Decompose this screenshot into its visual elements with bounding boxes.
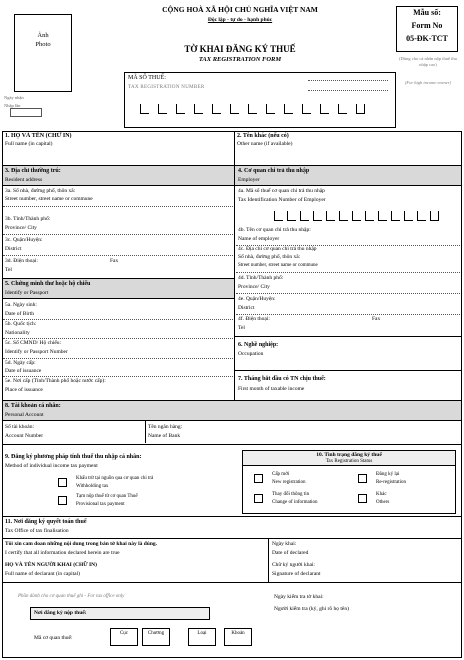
s3c-label: 3c. Quận/Huyện: [5,237,43,243]
s9-opt2-label: Tạm nộp thuế từ cơ quan Thuế [76,494,138,499]
s4c-label-2: Số nhà, đường phố, thôn xã: [238,254,301,260]
s8-label-en: Personal Account [5,412,44,418]
s2-label-en: Other name (if available) [237,141,293,147]
s2-label: 2. Tên khác (nếu có) [237,133,289,139]
s10-reregister-label: Đăng ký lại [376,472,400,477]
s10-new-label-en: New registration [272,480,306,485]
left-small-2: Nhập lần [4,103,21,108]
s4-fax-label: Fax [372,316,381,322]
s5e-label-en: Place of issuance [5,387,43,393]
tax-office-code-label: Mã cơ quan thuế: [34,635,73,641]
form-number-label: Mẫu số: [413,8,441,17]
tax-code-cells[interactable] [140,104,376,116]
s10-new-label: Cấp mới [272,472,290,477]
declaration-date-label-en: Date of declared [272,550,309,556]
form-side-note: (Dùng cho cá nhân nộp thuế thu nhập cao) [399,56,457,67]
s9-withholding-checkbox[interactable] [58,478,67,487]
s3a-label: 3a. Số nhà, đường phố, thôn xã: [5,188,76,194]
s8-account-label-en: Account Number [5,433,44,439]
s8-label: 8. Tài khoản cá nhân: [5,403,61,409]
s9-label-en: Method of individual income tax payment [5,463,98,469]
intake-box [10,108,42,117]
s5-label-en: Identify or Passport [5,290,49,296]
s1-label: 1. HỌ VÀ TÊN (CHỮ IN) [5,133,72,139]
s4-label: 4. Cơ quan chi trả thu nhập [238,168,310,174]
s9-opt2-label-en: Provisional tax payment [76,502,125,507]
s4f-label: 4f. Điện thoại: [238,316,270,322]
s10-change-label-en: Change of information [272,500,318,505]
s5b-label: 5b. Quốc tịch: [5,321,37,327]
registered-office-label: Nơi đăng ký nộp thuế: [34,610,87,616]
s9-opt1-label: Khấu trừ tại nguồn qua cơ quan chi trả [76,476,154,481]
s5-label: 5. Chứng minh thư hoặc hộ chiếu [5,281,91,287]
s3a-label-en: Street number, street name or commune [5,196,93,202]
checker-label: Người kiểm tra (ký, ghi rõ họ tên) [274,606,349,612]
employer-tax-cells[interactable] [274,211,444,223]
s6-label-en: Occupation [238,351,264,357]
field-other-name[interactable] [235,132,461,164]
s10-others-checkbox[interactable] [358,494,367,503]
motto: Độc lập - tự do - hạnh phúc [207,17,273,23]
form-side-note-en: (For high income earner) [404,80,452,85]
s8-bank-label: Tên ngân hàng: [148,424,183,430]
code-level-2-label: Chương [147,631,165,636]
s5a-label-en: Date of Birth [5,311,35,317]
s4f-label-en: Tel [238,325,245,331]
s5c-label-en: Identify or Passport Number [5,349,68,355]
s4d-label: 4d. Tỉnh/Thành phố: [238,275,284,281]
s4d-label-en: Province/ City [238,284,270,290]
s10-reregister-checkbox[interactable] [358,474,367,483]
s10-new-checkbox[interactable] [254,474,263,483]
s4e-label: 4e. Quận/Huyện: [238,296,276,302]
s10-others-label: Khác [376,492,387,497]
s3-fax-label: Fax [110,258,119,264]
check-date-label: Ngày kiểm tra tờ khai: [274,594,324,600]
photo-box [14,14,72,92]
s5a-label: 5a. Ngày sinh: [5,302,37,308]
s11-label-en: Tax Office of tax finalisation [5,528,69,534]
s11-label: 11. Nơi đăng ký quyết toán thuế [5,519,87,525]
s10-others-label-en: Others [376,500,390,505]
s3d-label: 3d. Điện thoại: [5,258,38,264]
s4a-label: 4a. Mã số thuế cơ quan chi trả thu nhập [238,188,325,194]
field-full-name[interactable] [3,132,233,164]
s10-reregister-label-en: Re-registration [376,480,406,485]
s3c-label-en: District [5,246,22,252]
code-level-4-label: Khoản [231,631,245,636]
s4c-label-en: Street number, street name or commune [238,263,318,268]
declarant-name-label-en: Full name of declarant (in capital) [5,571,80,577]
photo-label: Ảnh Photo [35,32,51,49]
tax-code-label: MÃ SỐ THUẾ: [128,75,166,81]
s6-label: 6. Nghề nghiệp: [238,342,279,348]
s4b-label: 4b. Tên cơ quan chi trả thu nhập: [238,227,311,233]
signature-label: Chữ ký người khai: [272,562,315,568]
tax-office-note: Phần dành cho cơ quan thuế ghi - For tax office only [18,594,125,599]
s4b-label-en: Name of employer [238,236,280,242]
s10-label: 10. Tình trạng đăng ký thuế [316,452,382,458]
s10-change-label: Thay đổi thông tin [272,492,310,497]
signature-label-en: Signature of declarant [272,571,321,577]
s7-label: 7. Tháng bắt đầu có TN chịu thuế: [238,376,326,382]
s3-label: 3. Địa chỉ thường trú: [5,168,61,174]
s8-bank-label-en: Name of Bank [148,433,181,439]
s10-label-en: Tax Registration Status [325,459,373,464]
form-number: 05-ĐK-TCT [406,34,448,43]
s3d-label-en: Tel [5,267,12,273]
s5d-label-en: Date of issuance [5,368,42,374]
code-level-3-label: Loại [197,631,207,636]
s5d-label: 5d. Ngày cấp: [5,360,36,366]
declaration-date-label: Ngày khai: [272,541,297,547]
s5e-label: 5e. Nơi cấp (Tỉnh/Thành phố hoặc nước cấp): [5,378,106,384]
s7-label-en: First month of taxable income [238,386,305,392]
s8-header [3,401,461,421]
s5c-label: 5c. Số CMND/ Hộ chiếu: [5,340,62,346]
left-small-1: Ngày nhận [4,95,24,100]
code-level-1-label: Cục [119,631,129,636]
s4a-label-en: Tax Identification Number of Employer [238,197,326,203]
tax-code-sub: TAX REGISTRATION NUMBER [128,85,205,90]
s4e-label-en: District [238,305,255,311]
declaration-en: I certify that all information declared herein are true [5,550,120,556]
s8-account-label: Số tài khoản: [5,424,35,430]
declarant-name-label: HỌ VÀ TÊN NGƯỜI KHAI (CHỮ IN) [5,562,97,568]
form-title: TỜ KHAI ĐĂNG KÝ THUẾ [184,44,296,54]
s5b-label-en: Nationality [5,330,30,336]
s9-label: 9. Đăng ký phương pháp tính thuế thu nhập cá nhân: [5,454,142,460]
s3b-label: 3b. Tỉnh/Thành phố: [5,216,51,222]
s9-opt1-label-en: Withholding tax [76,484,109,489]
s4c-label: 4c. Địa chỉ cơ quan chi trả thu nhập [238,246,317,252]
s3-label-en: Resident address [5,177,43,183]
s9-provisional-checkbox[interactable] [58,496,67,505]
declaration-vn: Tôi xin cam đoan những nội dung trong bản tờ khai này là đúng. [5,541,158,547]
s10-change-checkbox[interactable] [254,494,263,503]
form-number-label-en: Form No [411,21,443,30]
s1-label-en: Full name (in capital) [5,141,53,147]
form-title-en: TAX REGISTRATION FORM [198,56,282,63]
s4-label-en: Employer [238,177,260,183]
country-heading: CỘNG HOÀ XÃ HỘI CHỦ NGHĨA VIỆT NAM [162,5,318,14]
s3b-label-en: Province/ City [5,225,37,231]
